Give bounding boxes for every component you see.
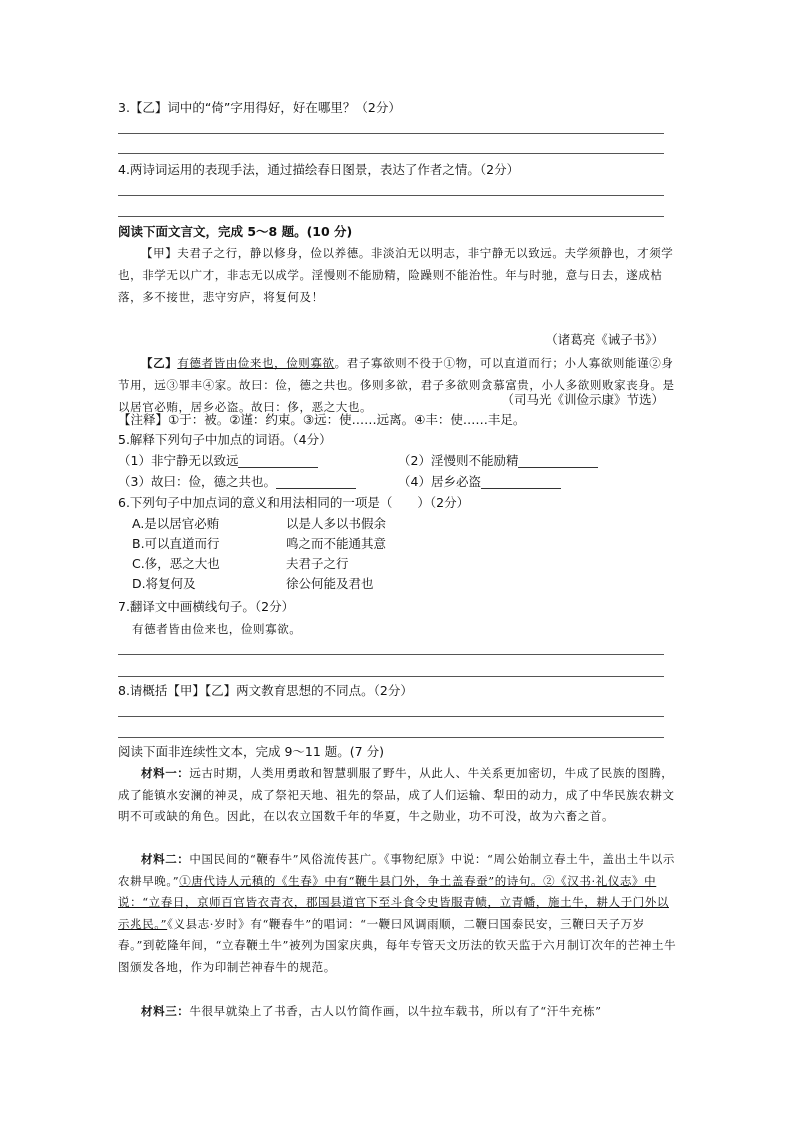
- passage-yi-text: 。君子寡欲则不役于①物，可以直道而行；小人寡欲则能谨②身节用，远③罪丰④家。故曰：俭，德之共也。侈则多欲，君子多欲则贪慕富贵，小人多欲则败家丧身。是以居官必贿，居乡必盗。故曰：侈，恶之大也。: [118, 356, 675, 414]
- answer-blank[interactable]: [238, 453, 318, 468]
- option-c-left: C.侈，恶之大也: [132, 556, 220, 571]
- answer-blank[interactable]: [518, 453, 598, 468]
- answer-line[interactable]: [118, 654, 664, 655]
- q5-item: （4）居乡必盗: [398, 474, 481, 489]
- option-b-left: B.可以直道而行: [132, 536, 220, 551]
- option-d-right: 徐公何能及君也: [286, 576, 374, 591]
- option-a[interactable]: [118, 514, 678, 534]
- option-c-right: 夫君子之行: [286, 556, 349, 571]
- annotation: 【注释】①于：被。②谨：约束。③远：使……远离。④丰：使……丰足。: [118, 412, 526, 427]
- material-1-label: 材料一：: [141, 766, 190, 780]
- option-d-left: D.将复何及: [132, 576, 196, 591]
- passage-yi-tag: 【乙】: [141, 356, 178, 370]
- material-2: [118, 849, 678, 978]
- material-3-text: 牛很早就染上了书香，古人以竹简作画，以牛拉车载书，所以有了“汗牛充栋”: [189, 1004, 602, 1018]
- material-1-text: 远古时期，人类用勇敢和智慧驯服了野牛，从此人、牛关系更加密切，牛成了民族的图腾，成了能镇水安澜的神灵，成了祭祀天地、祖先的祭品，成了人们运输、犁田的动力，成了中华民族农耕文明不可或缺的角色。因此，在以农立国数千年的华夏，牛之勋业，功不可没，故为六畜之首。: [118, 766, 675, 823]
- option-a-left: A.是以居官必贿: [132, 516, 220, 531]
- option-b-right: 鸣之而不能通其意: [286, 536, 387, 551]
- question-8: 8.请概括【甲】【乙】两文教育思想的不同点。（2分）: [118, 683, 413, 698]
- underlined-sentence: 有德者皆由俭来也，俭则寡欲: [177, 356, 335, 370]
- passage-jia: [118, 242, 678, 308]
- material-2-underlined: ①唐代诗人元稹的《生春》中有“鞭牛县门外，争土盖春蚕”的诗句。②《汉书·礼仪志》中说：“立春日，京师百官皆衣青衣，郡国县道官下至斗食令史皆服青帻，立青幡，施土牛，耕人于门外以示兆民。”: [118, 873, 669, 931]
- question-5-row: [118, 451, 678, 471]
- option-d[interactable]: [118, 574, 678, 594]
- q5-item: （3）故曰：俭，德之共也。: [118, 474, 276, 489]
- question-3: 3.【乙】词中的“倚”字用得好，好在哪里？（2分）: [118, 100, 401, 115]
- answer-line[interactable]: [118, 216, 664, 217]
- passage-jia-source: （诸葛亮《诫子书》）: [545, 332, 664, 347]
- q5-item: （2）淫慢则不能励精: [398, 453, 519, 468]
- answer-line[interactable]: [118, 716, 664, 717]
- answer-blank[interactable]: [481, 474, 561, 489]
- question-5: 5.解释下列句子中加点的词语。（4分）: [118, 432, 332, 447]
- option-a-right: 以是人多以书假余: [286, 516, 387, 531]
- section-heading-classical: 阅读下面文言文，完成 5～8 题。(10 分): [118, 224, 353, 239]
- passage-yi-source: （司马光《训俭示康》节选）: [501, 392, 664, 407]
- section-heading-nonlinear: 阅读下面非连续性文本，完成 9～11 题。(7 分): [118, 744, 384, 759]
- material-3-label: 材料三：: [141, 1004, 190, 1018]
- q5-item: （1）非宁静无以致远: [118, 453, 239, 468]
- question-7-sentence: 有德者皆由俭来也，俭则寡欲。: [132, 622, 302, 636]
- answer-blank[interactable]: [276, 474, 356, 489]
- material-1: [118, 763, 678, 828]
- material-3: [118, 1001, 678, 1023]
- material-2-text-a: 中国民间的“鞭春牛”风俗流传甚广。《事物纪原》中说：“周公始制立春土牛，盖出土牛以示农耕早晚。”: [118, 852, 675, 888]
- question-7: 7.翻译文中画横线句子。（2分）: [118, 599, 295, 614]
- question-6-options: [118, 514, 678, 594]
- answer-line[interactable]: [118, 676, 664, 677]
- material-2-label: 材料二：: [141, 852, 190, 866]
- question-4: 4.两诗词运用的表现手法，通过描绘春日图景，表达了作者之情。（2分）: [118, 162, 520, 177]
- question-6: 6.下列句子中加点词的意义和用法相同的一项是（ ）（2分）: [118, 495, 470, 510]
- answer-line[interactable]: [118, 737, 664, 738]
- material-2-text-b: 《义县志·岁时》有“鞭春牛”的唱词：“一鞭曰风调雨顺，二鞭曰国泰民安，三鞭曰天子万岁春。”到乾隆年间，“立春鞭土牛”被列为国家庆典，每年专管天文历法的钦天监于六月制订次年的芒神土牛图颁发各地，作为印制芒神春牛的规范。: [118, 916, 677, 974]
- answer-line[interactable]: [118, 133, 664, 134]
- question-5-row: [118, 472, 678, 492]
- passage-jia-text: 【甲】夫君子之行，静以修身，俭以养德。非淡泊无以明志，非宁静无以致远。夫学须静也，才须学也，非学无以广才，非志无以成学。淫慢则不能励精，险躁则不能治性。年与时驰，意与日去，遂成枯落，多不接世，悲守穷庐，将复何及！: [118, 246, 674, 304]
- option-b[interactable]: [118, 534, 678, 554]
- answer-line[interactable]: [118, 153, 664, 154]
- answer-line[interactable]: [118, 195, 664, 196]
- option-c[interactable]: [118, 554, 678, 574]
